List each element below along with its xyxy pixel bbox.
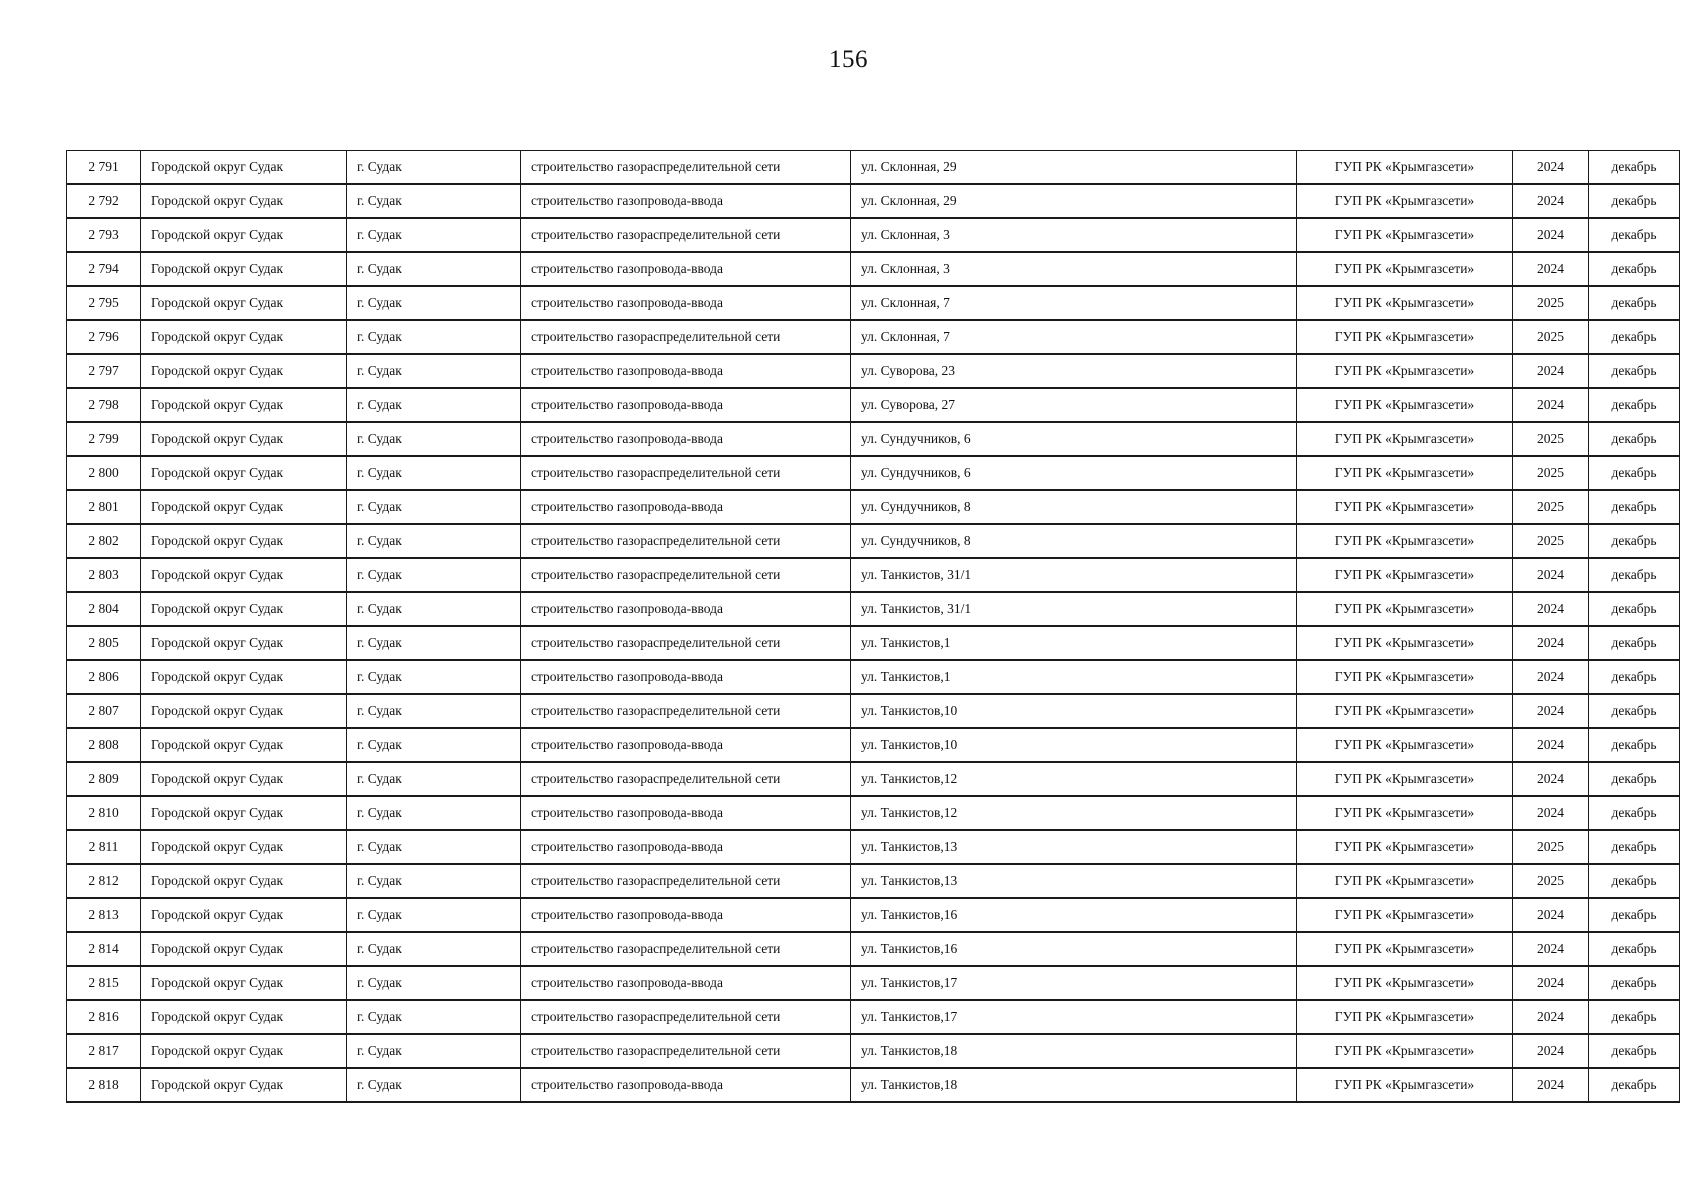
month-cell: декабрь bbox=[1589, 354, 1680, 388]
organization-cell: ГУП РК «Крымгазсети» bbox=[1297, 286, 1513, 320]
address-cell: ул. Склонная, 7 bbox=[851, 320, 1297, 354]
work-type-cell: строительство газопровода-ввода bbox=[521, 966, 851, 1000]
address-cell: ул. Танкистов,13 bbox=[851, 864, 1297, 898]
locality-cell: г. Судак bbox=[347, 932, 521, 966]
gasification-register-table bbox=[66, 150, 1680, 1103]
locality-cell: г. Судак bbox=[347, 524, 521, 558]
row-number-cell: 2 793 bbox=[67, 218, 141, 252]
table-row bbox=[67, 1068, 1680, 1102]
table-row bbox=[67, 762, 1680, 796]
row-number-cell: 2 805 bbox=[67, 626, 141, 660]
work-type-cell: строительство газораспределительной сети bbox=[521, 456, 851, 490]
district-cell: Городской округ Судак bbox=[141, 184, 347, 218]
district-cell: Городской округ Судак bbox=[141, 524, 347, 558]
work-type-cell: строительство газораспределительной сети bbox=[521, 151, 851, 185]
locality-cell: г. Судак bbox=[347, 422, 521, 456]
district-cell: Городской округ Судак bbox=[141, 966, 347, 1000]
row-number-cell: 2 792 bbox=[67, 184, 141, 218]
address-cell: ул. Танкистов, 31/1 bbox=[851, 592, 1297, 626]
work-type-cell: строительство газораспределительной сети bbox=[521, 1000, 851, 1034]
organization-cell: ГУП РК «Крымгазсети» bbox=[1297, 524, 1513, 558]
year-cell: 2025 bbox=[1513, 830, 1589, 864]
table-row bbox=[67, 422, 1680, 456]
locality-cell: г. Судак bbox=[347, 592, 521, 626]
year-cell: 2024 bbox=[1513, 558, 1589, 592]
year-cell: 2025 bbox=[1513, 524, 1589, 558]
table-row bbox=[67, 184, 1680, 218]
row-number-cell: 2 811 bbox=[67, 830, 141, 864]
district-cell: Городской округ Судак bbox=[141, 151, 347, 185]
work-type-cell: строительство газораспределительной сети bbox=[521, 932, 851, 966]
month-cell: декабрь bbox=[1589, 1034, 1680, 1068]
district-cell: Городской округ Судак bbox=[141, 456, 347, 490]
year-cell: 2025 bbox=[1513, 490, 1589, 524]
page-number: 156 bbox=[829, 46, 868, 73]
month-cell: декабрь bbox=[1589, 966, 1680, 1000]
address-cell: ул. Танкистов,18 bbox=[851, 1068, 1297, 1102]
year-cell: 2024 bbox=[1513, 728, 1589, 762]
district-cell: Городской округ Судак bbox=[141, 796, 347, 830]
locality-cell: г. Судак bbox=[347, 1000, 521, 1034]
row-number-cell: 2 797 bbox=[67, 354, 141, 388]
year-cell: 2024 bbox=[1513, 151, 1589, 185]
locality-cell: г. Судак bbox=[347, 898, 521, 932]
month-cell: декабрь bbox=[1589, 388, 1680, 422]
work-type-cell: строительство газораспределительной сети bbox=[521, 558, 851, 592]
work-type-cell: строительство газопровода-ввода bbox=[521, 252, 851, 286]
address-cell: ул. Склонная, 7 bbox=[851, 286, 1297, 320]
month-cell: декабрь bbox=[1589, 762, 1680, 796]
address-cell: ул. Суворова, 23 bbox=[851, 354, 1297, 388]
month-cell: декабрь bbox=[1589, 456, 1680, 490]
year-cell: 2025 bbox=[1513, 456, 1589, 490]
district-cell: Городской округ Судак bbox=[141, 694, 347, 728]
year-cell: 2025 bbox=[1513, 864, 1589, 898]
organization-cell: ГУП РК «Крымгазсети» bbox=[1297, 422, 1513, 456]
row-number-cell: 2 801 bbox=[67, 490, 141, 524]
address-cell: ул. Склонная, 3 bbox=[851, 252, 1297, 286]
table-row bbox=[67, 626, 1680, 660]
locality-cell: г. Судак bbox=[347, 558, 521, 592]
row-number-cell: 2 808 bbox=[67, 728, 141, 762]
table-row bbox=[67, 966, 1680, 1000]
district-cell: Городской округ Судак bbox=[141, 558, 347, 592]
organization-cell: ГУП РК «Крымгазсети» bbox=[1297, 830, 1513, 864]
address-cell: ул. Танкистов,18 bbox=[851, 1034, 1297, 1068]
row-number-cell: 2 794 bbox=[67, 252, 141, 286]
locality-cell: г. Судак bbox=[347, 796, 521, 830]
month-cell: декабрь bbox=[1589, 694, 1680, 728]
district-cell: Городской округ Судак bbox=[141, 728, 347, 762]
address-cell: ул. Склонная, 29 bbox=[851, 151, 1297, 185]
row-number-cell: 2 809 bbox=[67, 762, 141, 796]
row-number-cell: 2 817 bbox=[67, 1034, 141, 1068]
row-number-cell: 2 807 bbox=[67, 694, 141, 728]
locality-cell: г. Судак bbox=[347, 218, 521, 252]
locality-cell: г. Судак bbox=[347, 184, 521, 218]
year-cell: 2024 bbox=[1513, 388, 1589, 422]
year-cell: 2024 bbox=[1513, 796, 1589, 830]
district-cell: Городской округ Судак bbox=[141, 1034, 347, 1068]
table-row bbox=[67, 558, 1680, 592]
address-cell: ул. Сундучников, 6 bbox=[851, 422, 1297, 456]
row-number-cell: 2 799 bbox=[67, 422, 141, 456]
district-cell: Городской округ Судак bbox=[141, 864, 347, 898]
district-cell: Городской округ Судак bbox=[141, 320, 347, 354]
address-cell: ул. Танкистов,17 bbox=[851, 966, 1297, 1000]
row-number-cell: 2 795 bbox=[67, 286, 141, 320]
organization-cell: ГУП РК «Крымгазсети» bbox=[1297, 1068, 1513, 1102]
district-cell: Городской округ Судак bbox=[141, 762, 347, 796]
month-cell: декабрь bbox=[1589, 184, 1680, 218]
month-cell: декабрь bbox=[1589, 660, 1680, 694]
locality-cell: г. Судак bbox=[347, 252, 521, 286]
year-cell: 2024 bbox=[1513, 762, 1589, 796]
work-type-cell: строительство газопровода-ввода bbox=[521, 592, 851, 626]
district-cell: Городской округ Судак bbox=[141, 830, 347, 864]
district-cell: Городской округ Судак bbox=[141, 626, 347, 660]
work-type-cell: строительство газораспределительной сети bbox=[521, 524, 851, 558]
address-cell: ул. Склонная, 3 bbox=[851, 218, 1297, 252]
row-number-cell: 2 796 bbox=[67, 320, 141, 354]
work-type-cell: строительство газопровода-ввода bbox=[521, 354, 851, 388]
work-type-cell: строительство газораспределительной сети bbox=[521, 762, 851, 796]
row-number-cell: 2 812 bbox=[67, 864, 141, 898]
work-type-cell: строительство газопровода-ввода bbox=[521, 660, 851, 694]
year-cell: 2025 bbox=[1513, 422, 1589, 456]
row-number-cell: 2 802 bbox=[67, 524, 141, 558]
organization-cell: ГУП РК «Крымгазсети» bbox=[1297, 151, 1513, 185]
month-cell: декабрь bbox=[1589, 524, 1680, 558]
locality-cell: г. Судак bbox=[347, 626, 521, 660]
month-cell: декабрь bbox=[1589, 864, 1680, 898]
district-cell: Городской округ Судак bbox=[141, 1000, 347, 1034]
work-type-cell: строительство газопровода-ввода bbox=[521, 422, 851, 456]
year-cell: 2024 bbox=[1513, 660, 1589, 694]
locality-cell: г. Судак bbox=[347, 728, 521, 762]
month-cell: декабрь bbox=[1589, 490, 1680, 524]
address-cell: ул. Сундучников, 8 bbox=[851, 524, 1297, 558]
organization-cell: ГУП РК «Крымгазсети» bbox=[1297, 354, 1513, 388]
locality-cell: г. Судак bbox=[347, 864, 521, 898]
work-type-cell: строительство газопровода-ввода bbox=[521, 830, 851, 864]
address-cell: ул. Танкистов,10 bbox=[851, 694, 1297, 728]
month-cell: декабрь bbox=[1589, 728, 1680, 762]
work-type-cell: строительство газораспределительной сети bbox=[521, 1034, 851, 1068]
locality-cell: г. Судак bbox=[347, 966, 521, 1000]
work-type-cell: строительство газопровода-ввода bbox=[521, 184, 851, 218]
year-cell: 2024 bbox=[1513, 932, 1589, 966]
work-type-cell: строительство газораспределительной сети bbox=[521, 320, 851, 354]
year-cell: 2024 bbox=[1513, 184, 1589, 218]
year-cell: 2024 bbox=[1513, 694, 1589, 728]
month-cell: декабрь bbox=[1589, 830, 1680, 864]
address-cell: ул. Танкистов,12 bbox=[851, 762, 1297, 796]
organization-cell: ГУП РК «Крымгазсети» bbox=[1297, 320, 1513, 354]
table-row bbox=[67, 830, 1680, 864]
organization-cell: ГУП РК «Крымгазсети» bbox=[1297, 1034, 1513, 1068]
year-cell: 2024 bbox=[1513, 1000, 1589, 1034]
district-cell: Городской округ Судак bbox=[141, 218, 347, 252]
row-number-cell: 2 813 bbox=[67, 898, 141, 932]
row-number-cell: 2 806 bbox=[67, 660, 141, 694]
district-cell: Городской округ Судак bbox=[141, 660, 347, 694]
year-cell: 2025 bbox=[1513, 320, 1589, 354]
work-type-cell: строительство газопровода-ввода bbox=[521, 796, 851, 830]
work-type-cell: строительство газораспределительной сети bbox=[521, 694, 851, 728]
table-row bbox=[67, 151, 1680, 185]
month-cell: декабрь bbox=[1589, 151, 1680, 185]
table-row bbox=[67, 524, 1680, 558]
row-number-cell: 2 815 bbox=[67, 966, 141, 1000]
organization-cell: ГУП РК «Крымгазсети» bbox=[1297, 388, 1513, 422]
month-cell: декабрь bbox=[1589, 558, 1680, 592]
organization-cell: ГУП РК «Крымгазсети» bbox=[1297, 762, 1513, 796]
organization-cell: ГУП РК «Крымгазсети» bbox=[1297, 694, 1513, 728]
month-cell: декабрь bbox=[1589, 1000, 1680, 1034]
district-cell: Городской округ Судак bbox=[141, 354, 347, 388]
row-number-cell: 2 804 bbox=[67, 592, 141, 626]
year-cell: 2024 bbox=[1513, 1034, 1589, 1068]
table-row bbox=[67, 252, 1680, 286]
row-number-cell: 2 791 bbox=[67, 151, 141, 185]
work-type-cell: строительство газопровода-ввода bbox=[521, 388, 851, 422]
year-cell: 2024 bbox=[1513, 966, 1589, 1000]
month-cell: декабрь bbox=[1589, 286, 1680, 320]
row-number-cell: 2 810 bbox=[67, 796, 141, 830]
address-cell: ул. Танкистов,1 bbox=[851, 626, 1297, 660]
work-type-cell: строительство газораспределительной сети bbox=[521, 626, 851, 660]
organization-cell: ГУП РК «Крымгазсети» bbox=[1297, 592, 1513, 626]
organization-cell: ГУП РК «Крымгазсети» bbox=[1297, 456, 1513, 490]
table-row bbox=[67, 864, 1680, 898]
month-cell: декабрь bbox=[1589, 252, 1680, 286]
locality-cell: г. Судак bbox=[347, 286, 521, 320]
work-type-cell: строительство газопровода-ввода bbox=[521, 1068, 851, 1102]
work-type-cell: строительство газопровода-ввода bbox=[521, 286, 851, 320]
table-row bbox=[67, 1034, 1680, 1068]
table-row bbox=[67, 728, 1680, 762]
row-number-cell: 2 800 bbox=[67, 456, 141, 490]
locality-cell: г. Судак bbox=[347, 830, 521, 864]
month-cell: декабрь bbox=[1589, 422, 1680, 456]
locality-cell: г. Судак bbox=[347, 660, 521, 694]
address-cell: ул. Сундучников, 6 bbox=[851, 456, 1297, 490]
month-cell: декабрь bbox=[1589, 592, 1680, 626]
locality-cell: г. Судак bbox=[347, 388, 521, 422]
address-cell: ул. Танкистов, 31/1 bbox=[851, 558, 1297, 592]
address-cell: ул. Танкистов,16 bbox=[851, 932, 1297, 966]
row-number-cell: 2 818 bbox=[67, 1068, 141, 1102]
year-cell: 2024 bbox=[1513, 218, 1589, 252]
organization-cell: ГУП РК «Крымгазсети» bbox=[1297, 864, 1513, 898]
table-row bbox=[67, 898, 1680, 932]
address-cell: ул. Танкистов,12 bbox=[851, 796, 1297, 830]
year-cell: 2024 bbox=[1513, 252, 1589, 286]
address-cell: ул. Танкистов,10 bbox=[851, 728, 1297, 762]
month-cell: декабрь bbox=[1589, 1068, 1680, 1102]
table-row bbox=[67, 796, 1680, 830]
locality-cell: г. Судак bbox=[347, 320, 521, 354]
district-cell: Городской округ Судак bbox=[141, 490, 347, 524]
address-cell: ул. Танкистов,1 bbox=[851, 660, 1297, 694]
district-cell: Городской округ Судак bbox=[141, 388, 347, 422]
table-row bbox=[67, 388, 1680, 422]
table-row bbox=[67, 1000, 1680, 1034]
month-cell: декабрь bbox=[1589, 320, 1680, 354]
address-cell: ул. Танкистов,16 bbox=[851, 898, 1297, 932]
district-cell: Городской округ Судак bbox=[141, 1068, 347, 1102]
organization-cell: ГУП РК «Крымгазсети» bbox=[1297, 252, 1513, 286]
work-type-cell: строительство газопровода-ввода bbox=[521, 728, 851, 762]
organization-cell: ГУП РК «Крымгазсети» bbox=[1297, 966, 1513, 1000]
row-number-cell: 2 803 bbox=[67, 558, 141, 592]
month-cell: декабрь bbox=[1589, 898, 1680, 932]
table-row bbox=[67, 660, 1680, 694]
organization-cell: ГУП РК «Крымгазсети» bbox=[1297, 660, 1513, 694]
locality-cell: г. Судак bbox=[347, 1068, 521, 1102]
table-row bbox=[67, 592, 1680, 626]
register-body bbox=[67, 151, 1680, 1103]
table-row bbox=[67, 694, 1680, 728]
locality-cell: г. Судак bbox=[347, 694, 521, 728]
district-cell: Городской округ Судак bbox=[141, 592, 347, 626]
year-cell: 2025 bbox=[1513, 286, 1589, 320]
year-cell: 2024 bbox=[1513, 354, 1589, 388]
organization-cell: ГУП РК «Крымгазсети» bbox=[1297, 728, 1513, 762]
month-cell: декабрь bbox=[1589, 796, 1680, 830]
organization-cell: ГУП РК «Крымгазсети» bbox=[1297, 932, 1513, 966]
table-row bbox=[67, 456, 1680, 490]
district-cell: Городской округ Судак bbox=[141, 898, 347, 932]
work-type-cell: строительство газопровода-ввода bbox=[521, 898, 851, 932]
year-cell: 2024 bbox=[1513, 626, 1589, 660]
row-number-cell: 2 798 bbox=[67, 388, 141, 422]
locality-cell: г. Судак bbox=[347, 762, 521, 796]
work-type-cell: строительство газораспределительной сети bbox=[521, 864, 851, 898]
locality-cell: г. Судак bbox=[347, 354, 521, 388]
organization-cell: ГУП РК «Крымгазсети» bbox=[1297, 796, 1513, 830]
month-cell: декабрь bbox=[1589, 626, 1680, 660]
address-cell: ул. Сундучников, 8 bbox=[851, 490, 1297, 524]
table-row bbox=[67, 490, 1680, 524]
table-row bbox=[67, 354, 1680, 388]
district-cell: Городской округ Судак bbox=[141, 422, 347, 456]
month-cell: декабрь bbox=[1589, 218, 1680, 252]
row-number-cell: 2 814 bbox=[67, 932, 141, 966]
address-cell: ул. Суворова, 27 bbox=[851, 388, 1297, 422]
organization-cell: ГУП РК «Крымгазсети» bbox=[1297, 898, 1513, 932]
year-cell: 2024 bbox=[1513, 592, 1589, 626]
locality-cell: г. Судак bbox=[347, 490, 521, 524]
year-cell: 2024 bbox=[1513, 898, 1589, 932]
table-row bbox=[67, 218, 1680, 252]
organization-cell: ГУП РК «Крымгазсети» bbox=[1297, 218, 1513, 252]
address-cell: ул. Склонная, 29 bbox=[851, 184, 1297, 218]
organization-cell: ГУП РК «Крымгазсети» bbox=[1297, 184, 1513, 218]
year-cell: 2024 bbox=[1513, 1068, 1589, 1102]
table-row bbox=[67, 932, 1680, 966]
district-cell: Городской округ Судак bbox=[141, 932, 347, 966]
organization-cell: ГУП РК «Крымгазсети» bbox=[1297, 1000, 1513, 1034]
address-cell: ул. Танкистов,13 bbox=[851, 830, 1297, 864]
work-type-cell: строительство газопровода-ввода bbox=[521, 490, 851, 524]
locality-cell: г. Судак bbox=[347, 456, 521, 490]
table-row bbox=[67, 286, 1680, 320]
address-cell: ул. Танкистов,17 bbox=[851, 1000, 1297, 1034]
work-type-cell: строительство газораспределительной сети bbox=[521, 218, 851, 252]
organization-cell: ГУП РК «Крымгазсети» bbox=[1297, 626, 1513, 660]
district-cell: Городской округ Судак bbox=[141, 252, 347, 286]
month-cell: декабрь bbox=[1589, 932, 1680, 966]
locality-cell: г. Судак bbox=[347, 151, 521, 185]
organization-cell: ГУП РК «Крымгазсети» bbox=[1297, 558, 1513, 592]
locality-cell: г. Судак bbox=[347, 1034, 521, 1068]
district-cell: Городской округ Судак bbox=[141, 286, 347, 320]
table-row bbox=[67, 320, 1680, 354]
row-number-cell: 2 816 bbox=[67, 1000, 141, 1034]
organization-cell: ГУП РК «Крымгазсети» bbox=[1297, 490, 1513, 524]
